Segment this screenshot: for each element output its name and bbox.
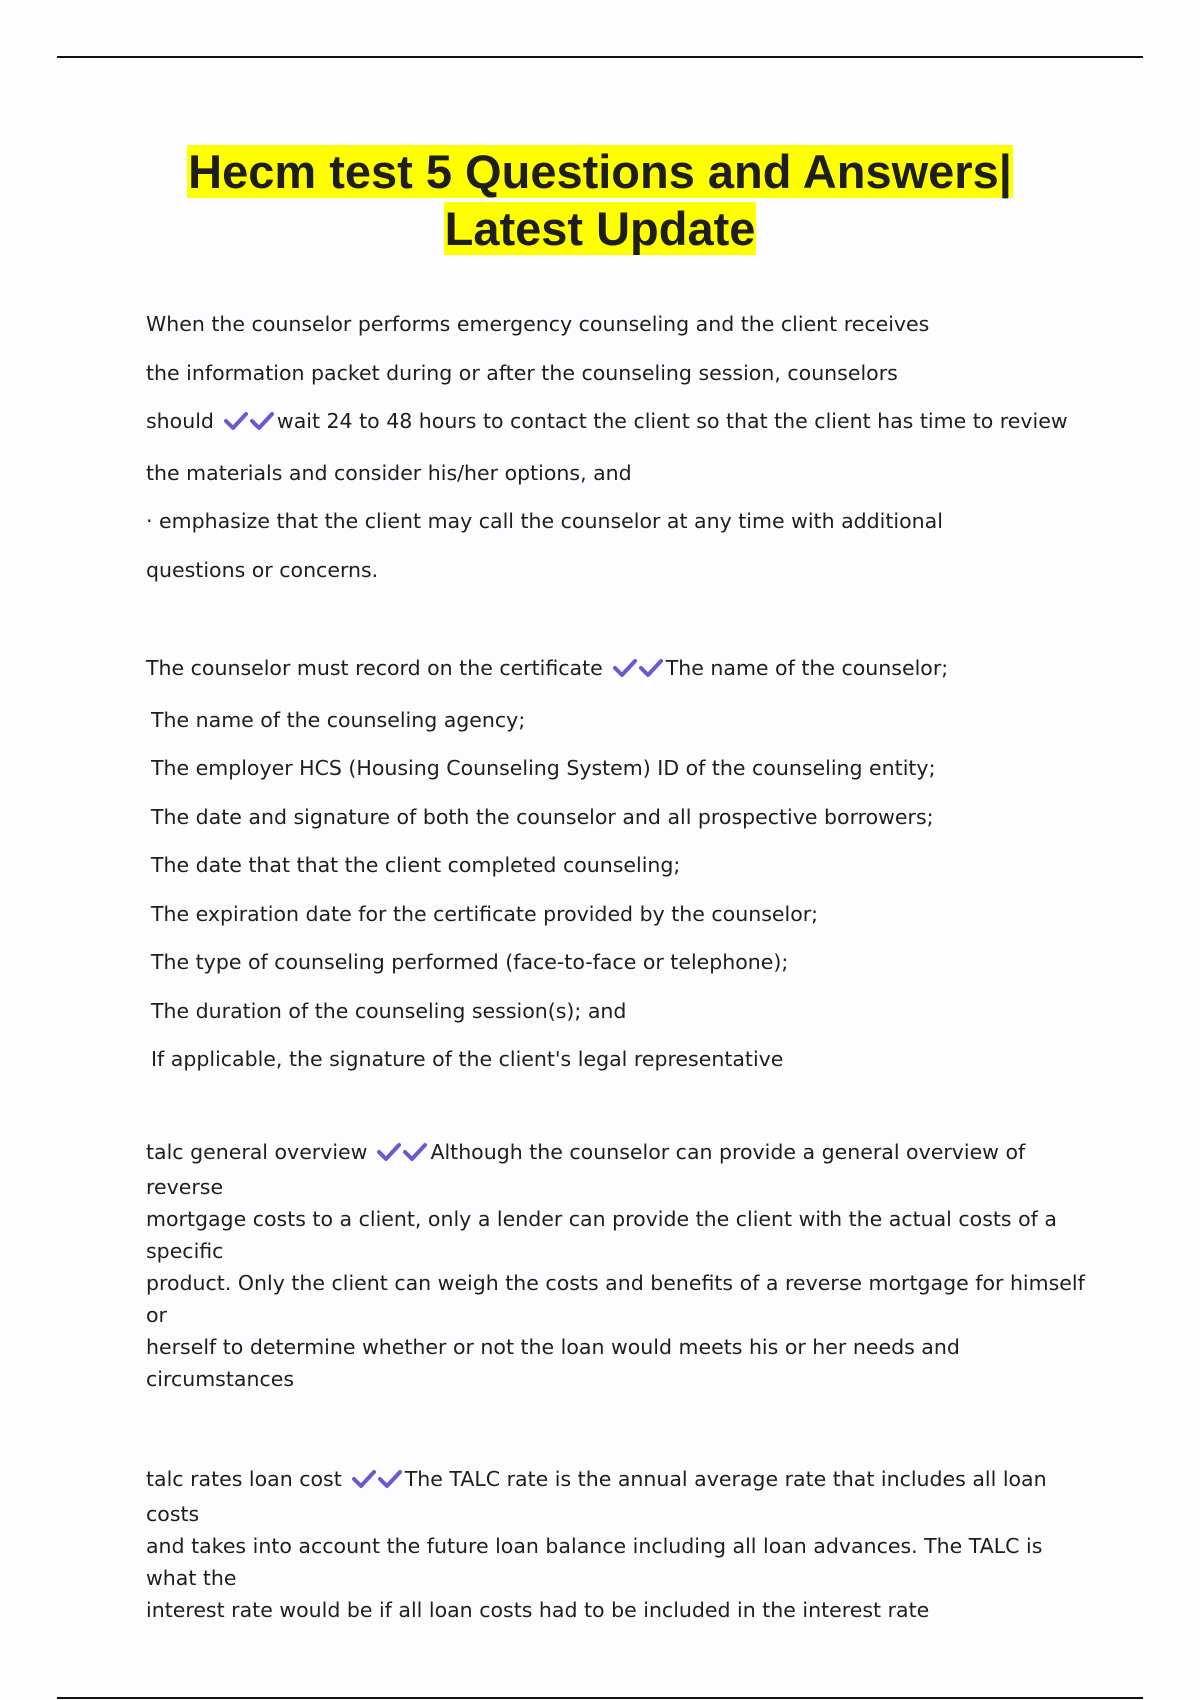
answer-line: the materials and consider his/her options, and: [146, 460, 632, 485]
title-line-1: Hecm test 5 Questions and Answers|: [188, 145, 1012, 198]
answer-line: and takes into account the future loan balance including all loan advances. The TALC is what the: [146, 1533, 1043, 1590]
answer-text: Although the counselor can provide a general overview of reverse: [146, 1139, 1026, 1199]
check-icon: [249, 411, 275, 431]
bottom-divider: [57, 1697, 1143, 1699]
double-check-icon: [612, 647, 664, 696]
question-text: talc general overview: [146, 1139, 368, 1164]
answer-text: The name of the counselor;: [665, 656, 949, 680]
answer-line: The date and signature of both the counselor and all prospective borrowers;: [151, 804, 934, 829]
double-check-icon: [223, 400, 275, 449]
answer-line: The type of counseling performed (face-to-face or telephone);: [151, 950, 789, 974]
answer-line: The employer HCS (Housing Counseling System) ID of the counseling entity;: [151, 756, 936, 780]
question-text: talc rates loan cost: [146, 1466, 342, 1491]
answer-line: If applicable, the signature of the client's legal representative: [151, 1047, 784, 1071]
double-check-icon: [351, 1466, 403, 1498]
answer-text: The TALC rate is the annual average rate that includes all loan costs: [146, 1466, 1047, 1526]
page-title: [0, 143, 1200, 257]
qa-block-2: [146, 644, 1096, 1084]
answer-line: herself to determine whether or not the loan would meets his or her needs and circumstances: [146, 1334, 960, 1391]
question-line: [146, 1463, 1096, 1530]
check-icon: [612, 658, 638, 678]
check-icon: [223, 411, 249, 431]
text-line: the information packet during or after the counseling session, counselors: [146, 360, 898, 385]
check-icon: [377, 1469, 403, 1489]
answer-line: product. Only the client can weigh the costs and benefits of a reverse mortgage for himself or: [146, 1270, 1085, 1327]
qa-block-4: [146, 1463, 1096, 1626]
answer-line: · emphasize that the client may call the counselor at any time with additional: [146, 509, 943, 533]
question-text: The counselor must record on the certificate: [146, 656, 603, 680]
answer-line: questions or concerns.: [146, 557, 379, 582]
top-divider: [57, 56, 1143, 58]
check-icon: [638, 658, 664, 678]
answer-line: The name of the counseling agency;: [151, 707, 526, 732]
question-text: should: [146, 409, 214, 433]
answer-line: The duration of the counseling session(s); and: [151, 998, 627, 1023]
answer-line: The expiration date for the certificate provided by the counselor;: [151, 901, 819, 926]
answer-line: interest rate would be if all loan costs had to be included in the interest rate: [146, 1597, 930, 1622]
check-icon: [376, 1142, 402, 1162]
title-line-2: Latest Update: [444, 202, 756, 255]
qa-block-3: [146, 1136, 1096, 1395]
text-line: When the counselor performs emergency counseling and the client receives: [146, 312, 930, 336]
question-line: [146, 644, 1096, 696]
document-body: [146, 300, 1096, 1626]
check-icon: [351, 1469, 377, 1489]
check-icon: [402, 1142, 428, 1162]
answer-line: mortgage costs to a client, only a lender can provide the client with the actual costs of a specific: [146, 1206, 1057, 1263]
qa-block-1: [146, 300, 1096, 594]
answer-line: The date that that the client completed counseling;: [151, 853, 681, 877]
question-line: [146, 1136, 1096, 1203]
double-check-icon: [376, 1139, 428, 1171]
question-line: [146, 397, 1096, 449]
answer-text: wait 24 to 48 hours to contact the client so that the client has time to review: [276, 409, 1068, 433]
